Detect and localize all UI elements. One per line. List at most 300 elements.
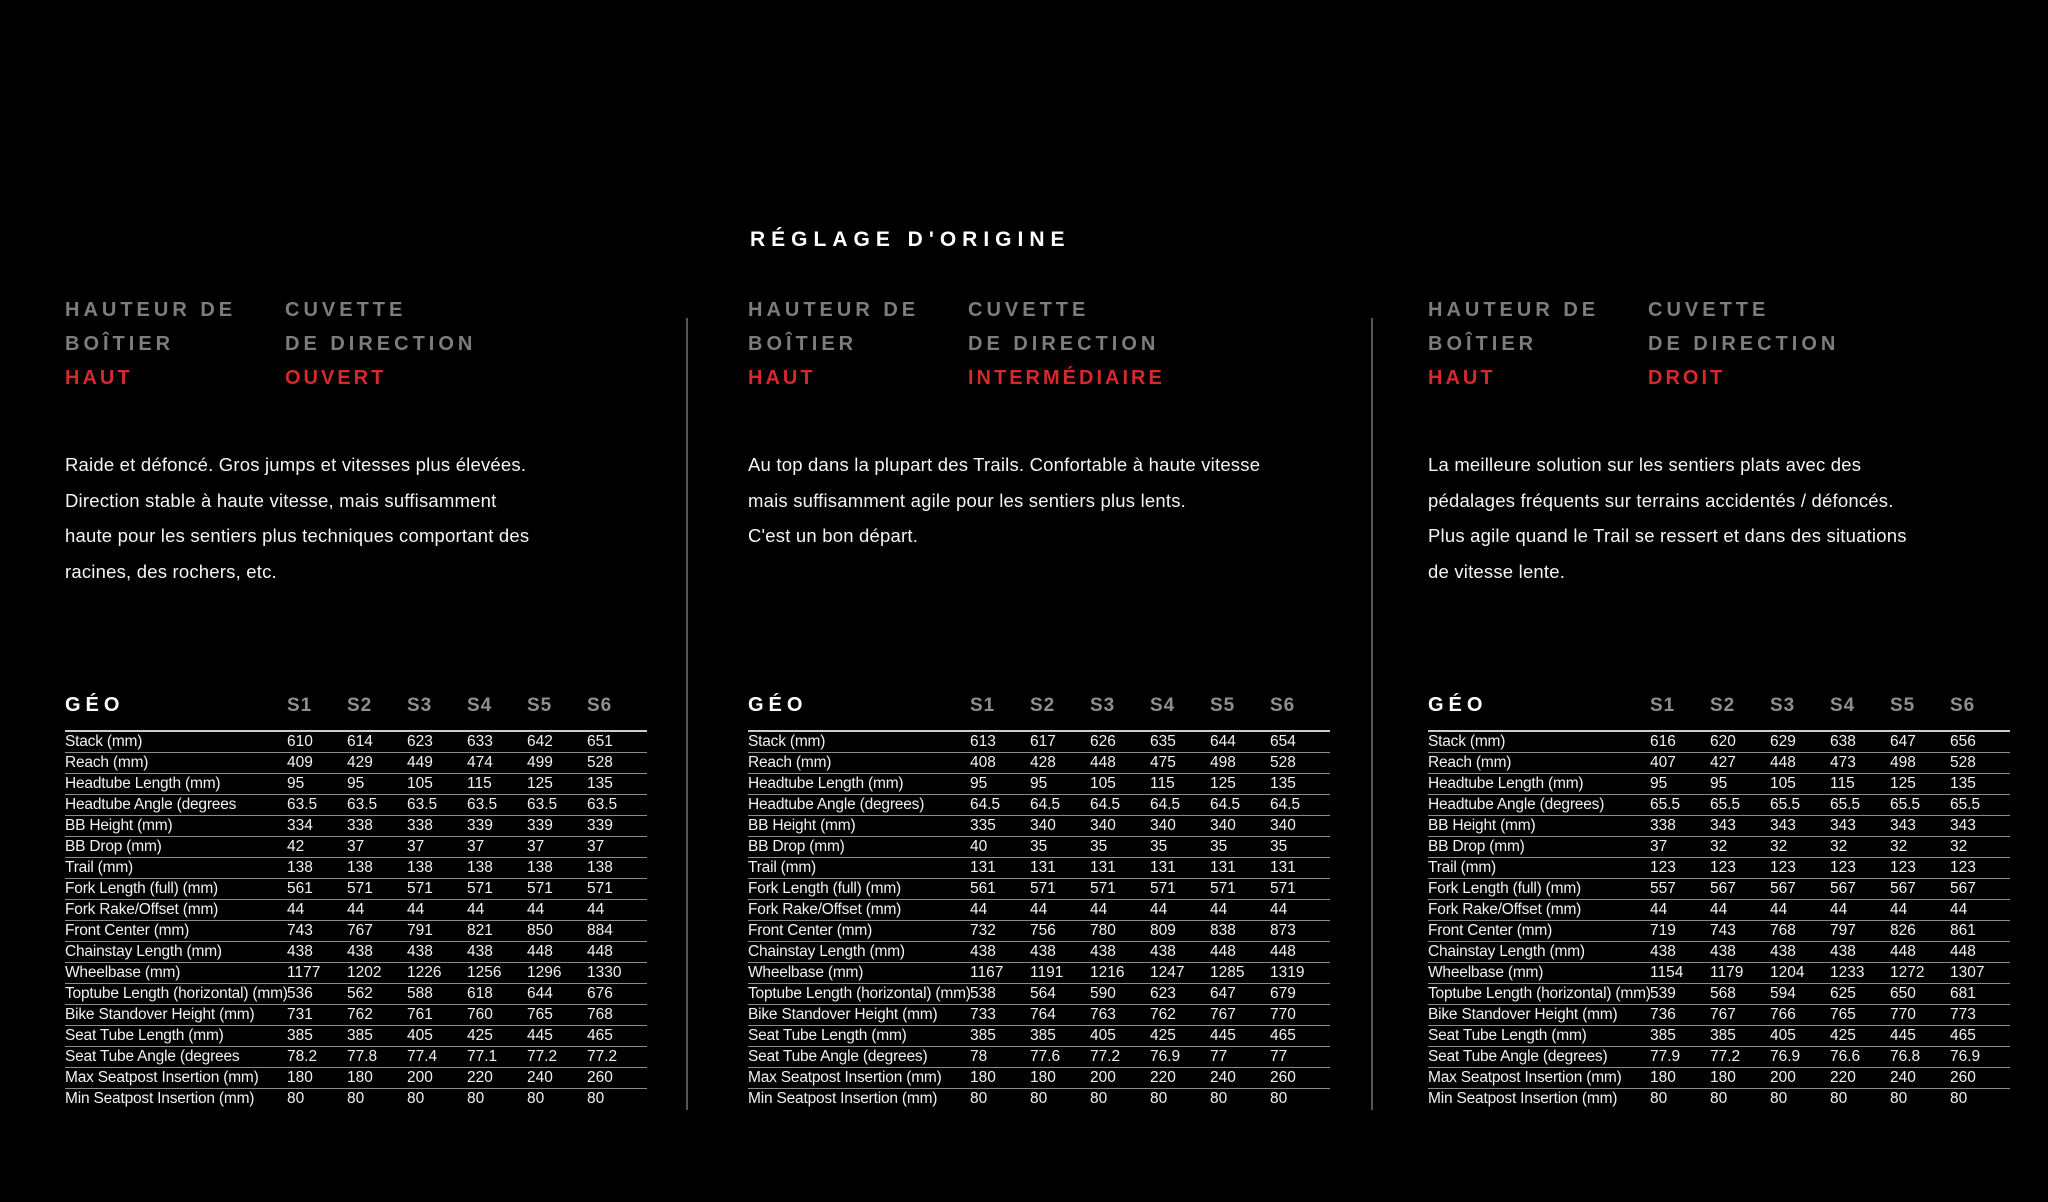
geometry-row-label: Wheelbase (mm) bbox=[65, 963, 287, 984]
geometry-row bbox=[65, 731, 647, 753]
geometry-row-label: Chainstay Length (mm) bbox=[748, 942, 970, 963]
geometry-cell: 80 bbox=[347, 1090, 365, 1107]
geometry-row bbox=[748, 963, 1330, 984]
headset-cup-label-line1: CUVETTE bbox=[1648, 299, 1770, 321]
geometry-row-label: Headtube Length (mm) bbox=[65, 774, 287, 795]
geometry-cell: 590 bbox=[1090, 984, 1150, 1005]
setting-description bbox=[65, 447, 665, 589]
geometry-row-label: Min Seatpost Insertion (mm) bbox=[65, 1090, 255, 1107]
geometry-cell: 768 bbox=[587, 1005, 647, 1026]
description-line: C'est un bon départ. bbox=[748, 525, 919, 546]
geometry-row-label: Bike Standover Height (mm) bbox=[65, 1005, 287, 1026]
geometry-cell: 763 bbox=[1090, 1005, 1150, 1026]
geometry-row bbox=[748, 879, 1330, 900]
geometry-row-label: Min Seatpost Insertion (mm) bbox=[748, 1090, 938, 1107]
geometry-cell: 63.5 bbox=[347, 795, 407, 816]
geometry-row-label: BB Drop (mm) bbox=[748, 837, 970, 858]
geometry-cell: 743 bbox=[1710, 921, 1770, 942]
geometry-cell: 80 bbox=[1030, 1090, 1048, 1107]
geometry-cell: 123 bbox=[1830, 858, 1890, 879]
geometry-cell: 95 bbox=[1030, 774, 1090, 795]
geometry-cell: 44 bbox=[970, 900, 1030, 921]
bb-height-label-line1: HAUTEUR DE bbox=[65, 299, 237, 321]
geometry-cell: 448 bbox=[1770, 753, 1830, 774]
geometry-table bbox=[65, 694, 647, 1109]
geometry-cell: 644 bbox=[1210, 731, 1270, 753]
geometry-cell: 571 bbox=[587, 879, 647, 900]
geometry-cell: 80 bbox=[467, 1090, 485, 1107]
headset-cup-value: DROIT bbox=[1648, 367, 1726, 389]
geometry-cell: 385 bbox=[970, 1026, 1030, 1047]
geometry-cell: 65.5 bbox=[1890, 795, 1950, 816]
geometry-row-label: Headtube Angle (degrees bbox=[65, 795, 287, 816]
geometry-row bbox=[748, 921, 1330, 942]
geometry-cell: 37 bbox=[347, 837, 407, 858]
geometry-cell: 44 bbox=[1950, 900, 2010, 921]
geometry-cell: 44 bbox=[1210, 900, 1270, 921]
geometry-cell: 528 bbox=[1270, 753, 1330, 774]
geometry-header-row bbox=[65, 694, 647, 731]
geometry-cell: 80 bbox=[970, 1090, 988, 1107]
headset-cup-label-line2: DE DIRECTION bbox=[1648, 333, 1840, 355]
geometry-cell: 35 bbox=[1150, 837, 1210, 858]
geometry-row-label: Headtube Angle (degrees) bbox=[1428, 795, 1650, 816]
geometry-cell: 770 bbox=[1270, 1005, 1330, 1026]
geometry-cell: 77.2 bbox=[587, 1047, 647, 1068]
geometry-cell: 260 bbox=[1950, 1068, 2010, 1089]
geometry-cell: 536 bbox=[287, 984, 347, 1005]
geometry-row bbox=[748, 1026, 1330, 1047]
geometry-cell: 571 bbox=[1150, 879, 1210, 900]
geometry-cell: 736 bbox=[1650, 1005, 1710, 1026]
geometry-cell: 884 bbox=[587, 921, 647, 942]
geometry-cell: 37 bbox=[527, 837, 587, 858]
geometry-row bbox=[65, 900, 647, 921]
geometry-cell: 44 bbox=[347, 900, 407, 921]
bb-height-value: HAUT bbox=[748, 367, 816, 389]
geometry-cell: 385 bbox=[1030, 1026, 1090, 1047]
geometry-cell: 650 bbox=[1890, 984, 1950, 1005]
geometry-cell: 80 bbox=[1650, 1090, 1668, 1107]
geometry-cell: 80 bbox=[1150, 1090, 1168, 1107]
geometry-row bbox=[65, 1047, 647, 1068]
geometry-cell: 32 bbox=[1950, 837, 2010, 858]
geometry-cell: 448 bbox=[587, 942, 647, 963]
geo-table-title: GÉO bbox=[65, 694, 287, 731]
geometry-row-label: Seat Tube Length (mm) bbox=[748, 1026, 970, 1047]
geometry-row bbox=[748, 753, 1330, 774]
geometry-cell: 180 bbox=[347, 1068, 407, 1089]
geometry-cell: 765 bbox=[527, 1005, 587, 1026]
geometry-cell: 405 bbox=[1090, 1026, 1150, 1047]
geometry-cell: 474 bbox=[467, 753, 527, 774]
geometry-cell: 647 bbox=[1890, 731, 1950, 753]
geometry-cell: 445 bbox=[1210, 1026, 1270, 1047]
geometry-cell: 567 bbox=[1710, 879, 1770, 900]
geometry-table-head bbox=[65, 694, 647, 731]
geometry-cell: 63.5 bbox=[287, 795, 347, 816]
geometry-cell: 125 bbox=[527, 774, 587, 795]
geometry-row-label: Headtube Angle (degrees) bbox=[748, 795, 970, 816]
geometry-cell: 339 bbox=[587, 816, 647, 837]
geometry-cell: 32 bbox=[1830, 837, 1890, 858]
geometry-cell: 465 bbox=[1270, 1026, 1330, 1047]
geometry-cell: 438 bbox=[1030, 942, 1090, 963]
geometry-cell: 445 bbox=[1890, 1026, 1950, 1047]
headset-cup-setting bbox=[968, 293, 1165, 395]
geometry-cell: 1307 bbox=[1950, 963, 2010, 984]
geometry-cell: 44 bbox=[1030, 900, 1090, 921]
geometry-row bbox=[65, 921, 647, 942]
geometry-cell: 642 bbox=[527, 731, 587, 753]
geometry-cell: 80 bbox=[1270, 1090, 1288, 1107]
geometry-cell: 780 bbox=[1090, 921, 1150, 942]
bb-height-label-line2: BOÎTIER bbox=[1428, 333, 1538, 355]
geometry-row bbox=[1428, 816, 2010, 837]
geometry-cell: 429 bbox=[347, 753, 407, 774]
geometry-cell: 40 bbox=[970, 837, 1030, 858]
setting-column bbox=[748, 0, 1330, 1202]
geo-table-title: GÉO bbox=[1428, 694, 1650, 731]
headset-cup-label-line1: CUVETTE bbox=[285, 299, 407, 321]
geometry-cell: 498 bbox=[1890, 753, 1950, 774]
geometry-cell: 449 bbox=[407, 753, 467, 774]
geometry-cell: 1154 bbox=[1650, 963, 1710, 984]
geometry-row bbox=[1428, 1068, 2010, 1089]
geometry-cell: 65.5 bbox=[1830, 795, 1890, 816]
geometry-cell: 138 bbox=[287, 858, 347, 879]
geometry-cell: 44 bbox=[1890, 900, 1950, 921]
geometry-cell: 408 bbox=[970, 753, 1030, 774]
geometry-cell: 77.6 bbox=[1030, 1047, 1090, 1068]
size-column-header: S6 bbox=[1950, 694, 2010, 731]
geometry-cell: 95 bbox=[1710, 774, 1770, 795]
size-column-header: S1 bbox=[970, 694, 1030, 731]
geometry-cell: 405 bbox=[407, 1026, 467, 1047]
geometry-cell: 425 bbox=[467, 1026, 527, 1047]
geometry-cell: 676 bbox=[587, 984, 647, 1005]
bb-height-label-line2: BOÎTIER bbox=[748, 333, 858, 355]
geometry-table-head bbox=[748, 694, 1330, 731]
geometry-cell: 438 bbox=[1150, 942, 1210, 963]
geometry-cell: 44 bbox=[1270, 900, 1330, 921]
geometry-table-body bbox=[748, 731, 1330, 1109]
geometry-header-row bbox=[1428, 694, 2010, 731]
geometry-cell: 445 bbox=[527, 1026, 587, 1047]
geometry-cell: 614 bbox=[347, 731, 407, 753]
geometry-cell: 105 bbox=[1770, 774, 1830, 795]
geometry-cell: 138 bbox=[587, 858, 647, 879]
geometry-cell: 260 bbox=[1270, 1068, 1330, 1089]
geometry-row-label: BB Height (mm) bbox=[65, 816, 287, 837]
geometry-cell: 438 bbox=[1770, 942, 1830, 963]
geometry-row bbox=[1428, 795, 2010, 816]
geometry-cell: 561 bbox=[970, 879, 1030, 900]
geometry-cell: 571 bbox=[527, 879, 587, 900]
geometry-cell: 557 bbox=[1650, 879, 1710, 900]
geometry-row-label: Max Seatpost Insertion (mm) bbox=[1428, 1068, 1650, 1089]
geometry-cell: 767 bbox=[347, 921, 407, 942]
geometry-cell: 1247 bbox=[1150, 963, 1210, 984]
geometry-row bbox=[65, 1068, 647, 1089]
geometry-cell: 138 bbox=[347, 858, 407, 879]
geometry-cell: 1256 bbox=[467, 963, 527, 984]
geometry-row-label: Bike Standover Height (mm) bbox=[748, 1005, 970, 1026]
geometry-cell: 44 bbox=[1710, 900, 1770, 921]
geometry-cell: 220 bbox=[1150, 1068, 1210, 1089]
geometry-cell: 77 bbox=[1210, 1047, 1270, 1068]
geometry-cell: 131 bbox=[1090, 858, 1150, 879]
description-line: haute pour les sentiers plus techniques comportant des bbox=[65, 525, 530, 546]
geometry-cell: 240 bbox=[527, 1068, 587, 1089]
geometry-row bbox=[1428, 921, 2010, 942]
geometry-cell: 1191 bbox=[1030, 963, 1090, 984]
geometry-cell: 438 bbox=[1830, 942, 1890, 963]
bb-height-value: HAUT bbox=[65, 367, 133, 389]
size-column-header: S2 bbox=[1030, 694, 1090, 731]
geometry-cell: 528 bbox=[587, 753, 647, 774]
geometry-cell: 633 bbox=[467, 731, 527, 753]
geometry-row bbox=[748, 816, 1330, 837]
geometry-row bbox=[1428, 1047, 2010, 1068]
geometry-row-label: Seat Tube Angle (degrees) bbox=[1428, 1047, 1650, 1068]
geometry-row bbox=[748, 1047, 1330, 1068]
geometry-row-label: Toptube Length (horizontal) (mm) bbox=[748, 984, 970, 1005]
geometry-cell: 131 bbox=[1150, 858, 1210, 879]
description-line: Direction stable à haute vitesse, mais suffisamment bbox=[65, 489, 497, 511]
geometry-cell: 760 bbox=[467, 1005, 527, 1026]
geometry-row-label: Trail (mm) bbox=[1428, 858, 1650, 879]
geometry-cell: 343 bbox=[1830, 816, 1890, 837]
geometry-cell: 567 bbox=[1770, 879, 1830, 900]
headset-cup-setting bbox=[285, 293, 476, 395]
geometry-cell: 571 bbox=[1270, 879, 1330, 900]
geometry-cell: 44 bbox=[1770, 900, 1830, 921]
geometry-cell: 44 bbox=[1150, 900, 1210, 921]
geometry-cell: 762 bbox=[347, 1005, 407, 1026]
geo-table-title: GÉO bbox=[748, 694, 970, 731]
geometry-cell: 65.5 bbox=[1770, 795, 1830, 816]
geometry-row-label: Stack (mm) bbox=[65, 731, 287, 753]
geometry-row bbox=[1428, 942, 2010, 963]
geometry-cell: 138 bbox=[467, 858, 527, 879]
geometry-cell: 240 bbox=[1210, 1068, 1270, 1089]
size-column-header: S4 bbox=[1150, 694, 1210, 731]
geometry-row bbox=[748, 984, 1330, 1005]
geometry-cell: 340 bbox=[1030, 816, 1090, 837]
geometry-row-label: Min Seatpost Insertion (mm) bbox=[1428, 1090, 1618, 1107]
geometry-cell: 123 bbox=[1770, 858, 1830, 879]
geometry-cell: 571 bbox=[1210, 879, 1270, 900]
geometry-cell: 567 bbox=[1890, 879, 1950, 900]
geometry-row-label: Wheelbase (mm) bbox=[748, 963, 970, 984]
geometry-cell: 64.5 bbox=[1210, 795, 1270, 816]
geometry-cell: 438 bbox=[467, 942, 527, 963]
geometry-cell: 623 bbox=[407, 731, 467, 753]
geometry-cell: 791 bbox=[407, 921, 467, 942]
geometry-row-label: BB Drop (mm) bbox=[65, 837, 287, 858]
geometry-cell: 809 bbox=[1150, 921, 1210, 942]
geometry-row-label: Reach (mm) bbox=[65, 753, 287, 774]
geometry-cell: 95 bbox=[287, 774, 347, 795]
column-divider-2 bbox=[1371, 318, 1373, 1110]
geometry-cell: 438 bbox=[407, 942, 467, 963]
geometry-cell: 1296 bbox=[527, 963, 587, 984]
geometry-cell: 335 bbox=[970, 816, 1030, 837]
geometry-row-label: BB Height (mm) bbox=[748, 816, 970, 837]
geometry-cell: 77.2 bbox=[1710, 1047, 1770, 1068]
geometry-cell: 76.6 bbox=[1830, 1047, 1890, 1068]
geometry-row bbox=[65, 795, 647, 816]
geometry-cell: 44 bbox=[587, 900, 647, 921]
geometry-cell: 616 bbox=[1650, 731, 1710, 753]
geometry-cell: 1330 bbox=[587, 963, 647, 984]
geometry-cell: 438 bbox=[347, 942, 407, 963]
bb-height-setting bbox=[65, 293, 236, 395]
size-column-header: S6 bbox=[587, 694, 647, 731]
geometry-cell: 448 bbox=[1890, 942, 1950, 963]
geometry-cell: 409 bbox=[287, 753, 347, 774]
size-column-header: S5 bbox=[1890, 694, 1950, 731]
geometry-cell: 95 bbox=[970, 774, 1030, 795]
geometry-cell: 35 bbox=[1270, 837, 1330, 858]
headset-cup-label-line2: DE DIRECTION bbox=[968, 333, 1160, 355]
geometry-row bbox=[1428, 984, 2010, 1005]
geometry-cell: 1272 bbox=[1890, 963, 1950, 984]
geometry-row bbox=[65, 837, 647, 858]
geometry-cell: 125 bbox=[1890, 774, 1950, 795]
geometry-cell: 138 bbox=[527, 858, 587, 879]
geometry-cell: 180 bbox=[1710, 1068, 1770, 1089]
column-divider-1 bbox=[686, 318, 688, 1110]
setting-description bbox=[748, 447, 1348, 554]
geometry-cell: 1285 bbox=[1210, 963, 1270, 984]
geometry-cell: 80 bbox=[1890, 1090, 1908, 1107]
geometry-cell: 131 bbox=[970, 858, 1030, 879]
geometry-cell: 428 bbox=[1030, 753, 1090, 774]
geometry-cell: 438 bbox=[287, 942, 347, 963]
geometry-cell: 594 bbox=[1770, 984, 1830, 1005]
headset-cup-setting bbox=[1648, 293, 1839, 395]
geometry-cell: 743 bbox=[287, 921, 347, 942]
setting-description bbox=[1428, 447, 2028, 589]
geometry-row bbox=[65, 753, 647, 774]
description-line: Raide et défoncé. Gros jumps et vitesses plus élevées. bbox=[65, 454, 527, 475]
size-column-header: S1 bbox=[287, 694, 347, 731]
geometry-cell: 1226 bbox=[407, 963, 467, 984]
geometry-row-label: Toptube Length (horizontal) (mm) bbox=[65, 984, 287, 1005]
geometry-row bbox=[65, 984, 647, 1005]
geometry-cell: 339 bbox=[467, 816, 527, 837]
geometry-cell: 654 bbox=[1270, 731, 1330, 753]
geometry-row-label: Fork Rake/Offset (mm) bbox=[1428, 900, 1650, 921]
geometry-cell: 773 bbox=[1950, 1005, 2010, 1026]
geometry-cell: 770 bbox=[1890, 1005, 1950, 1026]
geometry-cell: 571 bbox=[407, 879, 467, 900]
geometry-cell: 115 bbox=[1830, 774, 1890, 795]
geometry-cell: 77.2 bbox=[527, 1047, 587, 1068]
geometry-cell: 63.5 bbox=[527, 795, 587, 816]
size-column-header: S3 bbox=[407, 694, 467, 731]
geometry-row bbox=[65, 1005, 647, 1026]
geometry-table bbox=[1428, 694, 2010, 1109]
geometry-cell: 76.9 bbox=[1950, 1047, 2010, 1068]
size-column-header: S3 bbox=[1770, 694, 1830, 731]
geometry-cell: 768 bbox=[1770, 921, 1830, 942]
description-line: Plus agile quand le Trail se ressert et dans des situations bbox=[1428, 525, 1907, 546]
geometry-cell: 123 bbox=[1890, 858, 1950, 879]
bb-height-label-line1: HAUTEUR DE bbox=[748, 299, 920, 321]
geometry-cell: 766 bbox=[1770, 1005, 1830, 1026]
geometry-cell: 618 bbox=[467, 984, 527, 1005]
geometry-cell: 260 bbox=[587, 1068, 647, 1089]
geometry-cell: 465 bbox=[587, 1026, 647, 1047]
headset-cup-value: INTERMÉDIAIRE bbox=[968, 367, 1165, 389]
geometry-cell: 35 bbox=[1030, 837, 1090, 858]
geometry-cell: 338 bbox=[347, 816, 407, 837]
geometry-row-label: Bike Standover Height (mm) bbox=[1428, 1005, 1650, 1026]
geometry-row bbox=[748, 731, 1330, 753]
geometry-cell: 588 bbox=[407, 984, 467, 1005]
geometry-table-body bbox=[1428, 731, 2010, 1109]
geometry-row-label: Seat Tube Angle (degrees) bbox=[748, 1047, 970, 1068]
geometry-cell: 80 bbox=[587, 1090, 605, 1107]
geometry-cell: 385 bbox=[1650, 1026, 1710, 1047]
geometry-cell: 620 bbox=[1710, 731, 1770, 753]
geometry-cell: 427 bbox=[1710, 753, 1770, 774]
geometry-cell: 80 bbox=[287, 1090, 305, 1107]
geometry-cell: 63.5 bbox=[587, 795, 647, 816]
geometry-cell: 1179 bbox=[1710, 963, 1770, 984]
geometry-cell: 125 bbox=[1210, 774, 1270, 795]
geometry-row-label: Fork Rake/Offset (mm) bbox=[65, 900, 287, 921]
geometry-cell: 538 bbox=[970, 984, 1030, 1005]
geometry-cell: 407 bbox=[1650, 753, 1710, 774]
geometry-row-label: Front Center (mm) bbox=[748, 921, 970, 942]
geometry-cell: 567 bbox=[1950, 879, 2010, 900]
geometry-row-label: Trail (mm) bbox=[748, 858, 970, 879]
geometry-cell: 385 bbox=[1710, 1026, 1770, 1047]
geometry-cell: 44 bbox=[287, 900, 347, 921]
description-line: La meilleure solution sur les sentiers plats avec des bbox=[1428, 454, 1862, 475]
geometry-cell: 80 bbox=[1950, 1090, 1968, 1107]
geometry-cell: 220 bbox=[1830, 1068, 1890, 1089]
geometry-row bbox=[748, 795, 1330, 816]
geometry-cell: 1167 bbox=[970, 963, 1030, 984]
geometry-cell: 756 bbox=[1030, 921, 1090, 942]
geometry-row-label: Chainstay Length (mm) bbox=[1428, 942, 1650, 963]
geometry-row bbox=[748, 900, 1330, 921]
geometry-cell: 438 bbox=[1650, 942, 1710, 963]
geometry-cell: 131 bbox=[1030, 858, 1090, 879]
geometry-cell: 732 bbox=[970, 921, 1030, 942]
headset-cup-value: OUVERT bbox=[285, 367, 387, 389]
geometry-row bbox=[1428, 731, 2010, 753]
geometry-cell: 123 bbox=[1710, 858, 1770, 879]
geometry-cell: 131 bbox=[1210, 858, 1270, 879]
geometry-cell: 656 bbox=[1950, 731, 2010, 753]
geometry-cell: 1204 bbox=[1770, 963, 1830, 984]
geometry-cell: 343 bbox=[1710, 816, 1770, 837]
geometry-row bbox=[748, 858, 1330, 879]
geometry-cell: 1177 bbox=[287, 963, 347, 984]
geometry-cell: 733 bbox=[970, 1005, 1030, 1026]
size-column-header: S4 bbox=[1830, 694, 1890, 731]
geometry-row-label: Stack (mm) bbox=[748, 731, 970, 753]
geometry-cell: 123 bbox=[1950, 858, 2010, 879]
geometry-row bbox=[748, 774, 1330, 795]
geometry-cell: 64.5 bbox=[970, 795, 1030, 816]
